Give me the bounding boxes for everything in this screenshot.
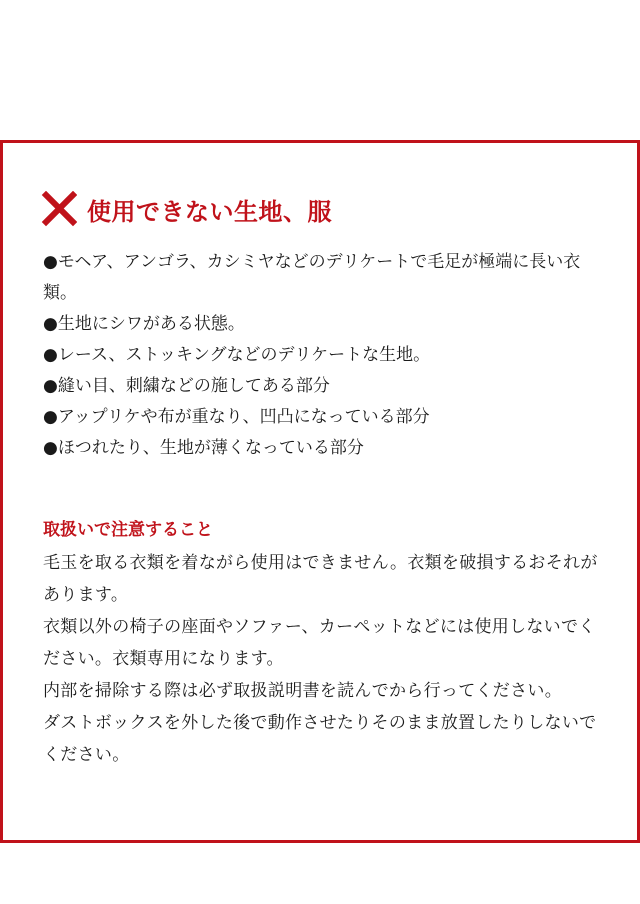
list-item: ●レース、ストッキングなどのデリケートな生地。 [43,345,431,365]
notes-title: 取扱いで注意すること [43,520,213,540]
list-item: ●ほつれたり、生地が薄くなっている部分 [43,438,364,458]
notes-section [43,547,608,771]
warning-panel [0,140,640,843]
note-paragraph: 内部を掃除する際は必ず取扱説明書を読んでから行ってください。 [43,681,562,701]
note-paragraph: ダストボックスを外した後で動作させたりそのまま放置したりしないでください。 [43,713,597,765]
unusable-fabric-list [43,247,603,464]
list-item: ●アップリケや布が重なり、凹凸になっている部分 [43,407,430,427]
x-mark-icon [41,191,77,227]
heading-title: 使用できない生地、服 [87,197,332,226]
list-item: ●モヘア、アンゴラ、カシミヤなどのデリケートで毛足が極端に長い衣類。 [43,252,581,303]
list-item: ●生地にシワがある状態。 [43,314,245,334]
note-paragraph: 毛玉を取る衣類を着ながら使用はできません。衣類を破損するおそれがあります。 [43,553,598,605]
heading [41,189,332,229]
list-item: ●縫い目、刺繍などの施してある部分 [43,376,330,396]
note-paragraph: 衣類以外の椅子の座面やソファー、カーペットなどには使用しないでください。衣類専用になります。 [43,617,596,669]
